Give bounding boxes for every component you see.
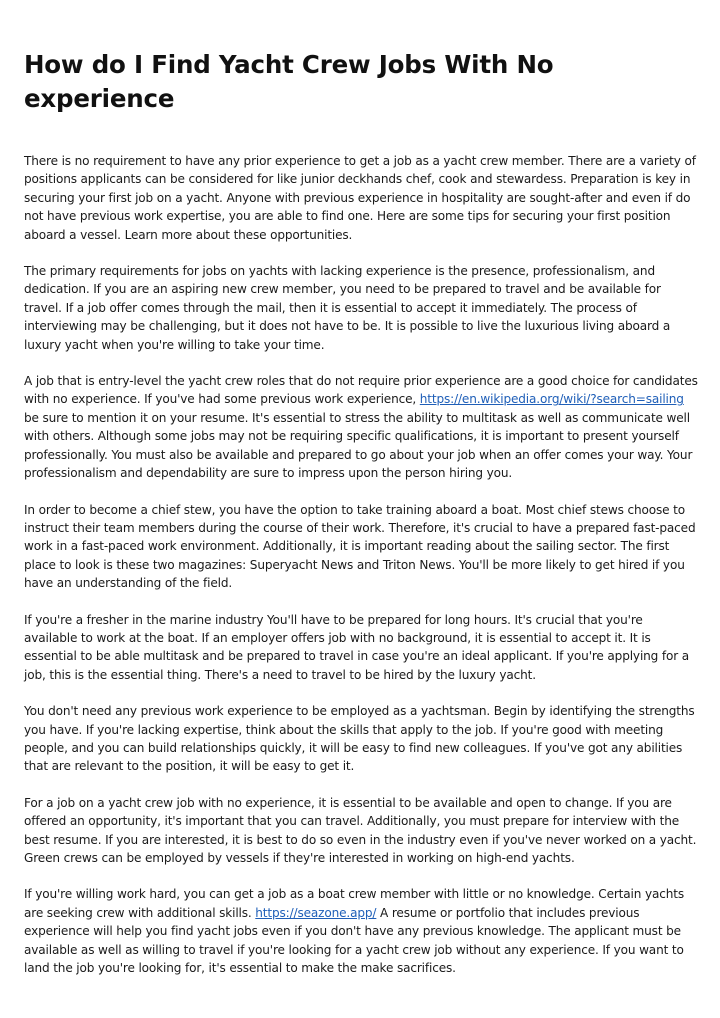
paragraph-6: You don't need any previous work experience to be employed as a yachtsman. Begin by identifying the strengths you have. If you're lacking expertise, think about the skills that apply to the job. If you're good with meeting people, and you can build relationships quickly, it will be easy to find new colleagues. If you've got any abilities that are relevant to the position, it will be easy to get it. [24,704,695,774]
paragraph-2: The primary requirements for jobs on yachts with lacking experience is the presence, professionalism, and dedication. If you are an aspiring new crew member, you need to be prepared to travel and be available for travel. If a job offer comes through the mail, then it is essential to accept it immediately. The process of interviewing may be challenging, but it does not have to be. It is possible to live the luxurious living aboard a luxury yacht when you're willing to take your time. [24,264,671,352]
paragraph-8-text-before: If you're willing work hard, you can get a job as a boat crew member with little or no knowledge. Certain yachts are seeking crew with additional skills. [24,887,684,920]
paragraph-8-text-after: A resume or portfolio that includes previous experience will help you find yacht jobs even if you don't have any previous knowledge. The applicant must be available as well as willing to travel if you're looking for a yacht crew job without any experience. If you want to land the job you're looking for, it's essential to make the make sacrifices. [24,905,684,976]
paragraph-8 [24,885,698,977]
wikipedia-sailing-link[interactable]: https://en.wikipedia.org/wiki/?search=sailing [419,392,684,407]
paragraph-3 [24,372,698,482]
paragraph-3-text-before: A job that is entry-level the yacht crew roles that do not require prior experience are a good choice for candidates with no experience. If you've had some previous work experience, [24,374,698,407]
paragraph-1: There is no requirement to have any prior experience to get a job as a yacht crew member. There are a variety of positions applicants can be considered for like junior deckhands chef, cook and stewardess. Preparation is key in securing your first job on a yacht. Anyone with previous experience in hospitality are sought-after and even if do not have previous work expertise, you are able to find one. Here are some tips for securing your first position aboard a vessel. Learn more about these opportunities. [24,154,696,242]
seazone-link[interactable]: https://seazone.app/ [255,905,377,920]
paragraph-4: In order to become a chief stew, you have the option to take training aboard a boat. Most chief stews choose to instruct their team members during the course of their work. Therefore, it's crucial to have a prepared fast-paced work in a fast-paced work environment. Additionally, it is important reading about the sailing sector. The first place to look is these two magazines: Superyacht News and Triton News. You'll be more likely to get hired if you have an understanding of the field. [24,502,696,591]
paragraph-5: If you're a fresher in the marine industry You'll have to be prepared for long hours. It's crucial that you're available to work at the boat. If an employer offers job with no background, it is essential to accept it. It is essential to be able multitask and be prepared to travel in case you're an ideal applicant. If you're applying for a job, this is the essential thing. There's a need to travel to be hired by the luxury yacht. [24,612,690,682]
page-title: How do I Find Yacht Crew Jobs With No experience [24,50,554,113]
paragraph-7: For a job on a yacht crew job with no experience, it is essential to be available and open to change. If you are offered an opportunity, it's important that you can travel. Additionally, you must prepare for interview with the best resume. If you are interested, it is best to do so even in the industry even if you've never worked on a yacht. Green crews can be employed by vessels if they're interested in working on high-end yachts. [24,795,697,865]
paragraph-3-text-after: be sure to mention it on your resume. It's essential to stress the ability to multitask as well as communicate well with others. Although some jobs may not be requiring specific qualifications, it is important to present yourself professionally. You must also be available and prepared to go about your job when an offer comes your way. Your professionalism and dependability are sure to impress upon the person hiring you. [24,410,693,481]
